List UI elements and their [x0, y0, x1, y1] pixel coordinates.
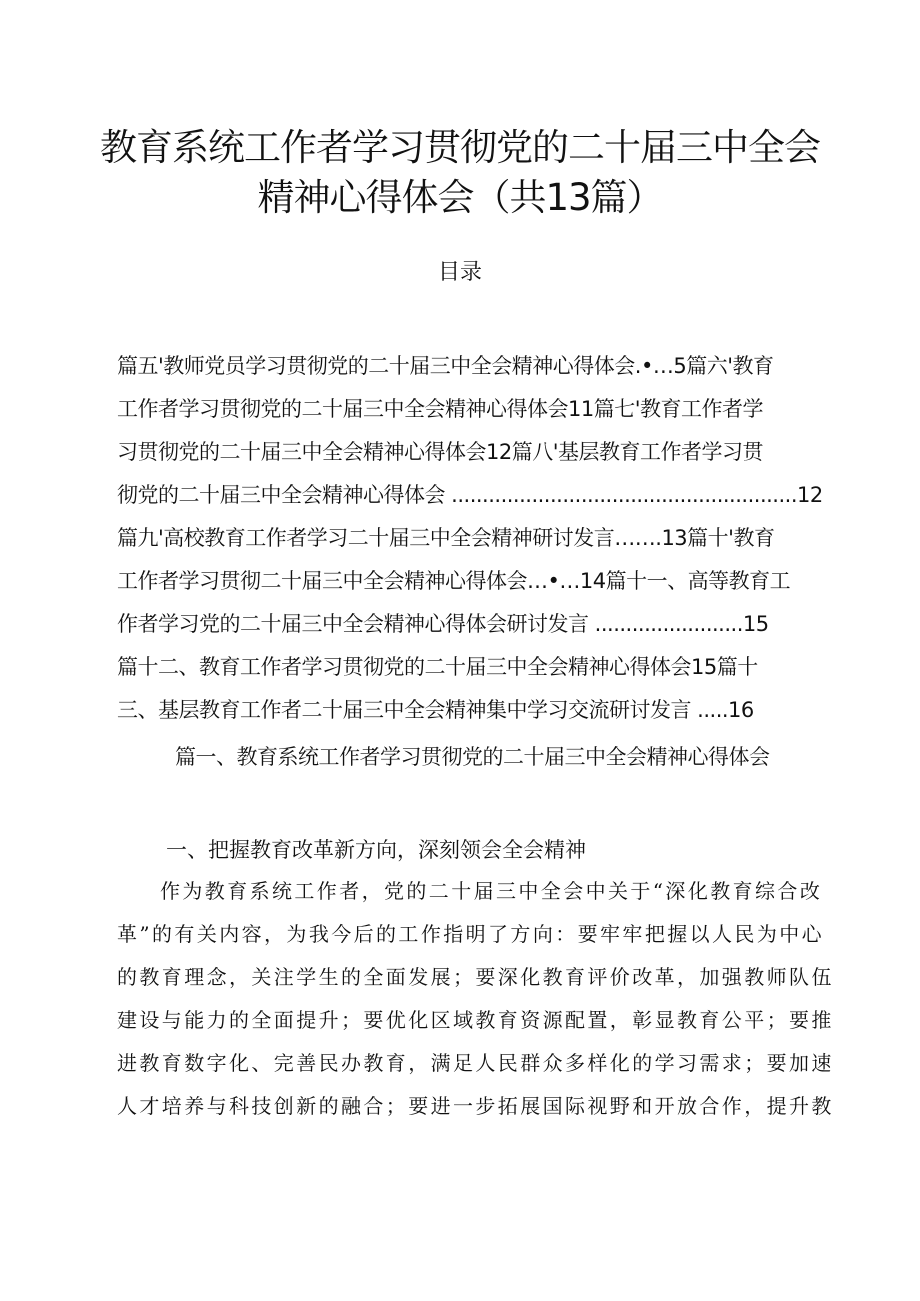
body-paragraph-line: 的教育理念，关注学生的全面发展；要深化教育评价改革，加强教师队伍	[117, 965, 834, 989]
document-title-line-1: 教育系统工作者学习贯彻党的二十届三中全会	[100, 126, 820, 169]
body-paragraph-line: 建设与能力的全面提升；要优化区域教育资源配置，彰显教育公平；要推	[117, 1008, 834, 1032]
toc-line: 篇九'高校教育工作者学习二十届三中全会精神研讨发言…….13篇十'教育	[117, 526, 775, 550]
toc-heading: 目录	[437, 260, 482, 285]
toc-line: 作者学习党的二十届三中全会精神心得体会研讨发言 ........................15	[117, 612, 769, 636]
toc-line: 篇五'教师党员学习贯彻党的二十届三中全会精神心得体会.•…5篇六'教育	[117, 354, 774, 378]
section-heading: 一、把握教育改革新方向，深刻领会全会精神	[166, 838, 586, 862]
body-paragraph-line: 革”的有关内容，为我今后的工作指明了方向：要牢牢把握以人民为中心	[117, 922, 825, 946]
body-paragraph-line: 进教育数字化、完善民办教育，满足人民群众多样化的学习需求；要加速	[117, 1051, 834, 1075]
toc-line: 篇十二、教育工作者学习贯彻党的二十届三中全会精神心得体会15篇十	[117, 655, 758, 679]
toc-line: 篇一、教育系统工作者学习贯彻党的二十届三中全会精神心得体会	[175, 745, 770, 769]
document-title-line-2: 精神心得体会（共13篇）	[257, 176, 663, 219]
body-paragraph-line: 作为教育系统工作者，党的二十届三中全会中关于“深化教育综合改	[160, 879, 823, 903]
toc-line: 三、基层教育工作者二十届三中全会精神集中学习交流研讨发言 .....16	[117, 698, 754, 722]
toc-line: 习贯彻党的二十届三中全会精神心得体会12篇八'基层教育工作者学习贯	[117, 440, 763, 464]
toc-line: 工作者学习贯彻二十届三中全会精神心得体会…•…14篇十一、高等教育工	[117, 569, 791, 593]
toc-line: 工作者学习贯彻党的二十届三中全会精神心得体会11篇七'教育工作者学	[117, 397, 763, 421]
toc-line: 彻党的二十届三中全会精神心得体会 ........................................................12	[117, 483, 823, 507]
body-paragraph-line: 人才培养与科技创新的融合；要进一步拓展国际视野和开放合作，提升教	[117, 1094, 834, 1118]
